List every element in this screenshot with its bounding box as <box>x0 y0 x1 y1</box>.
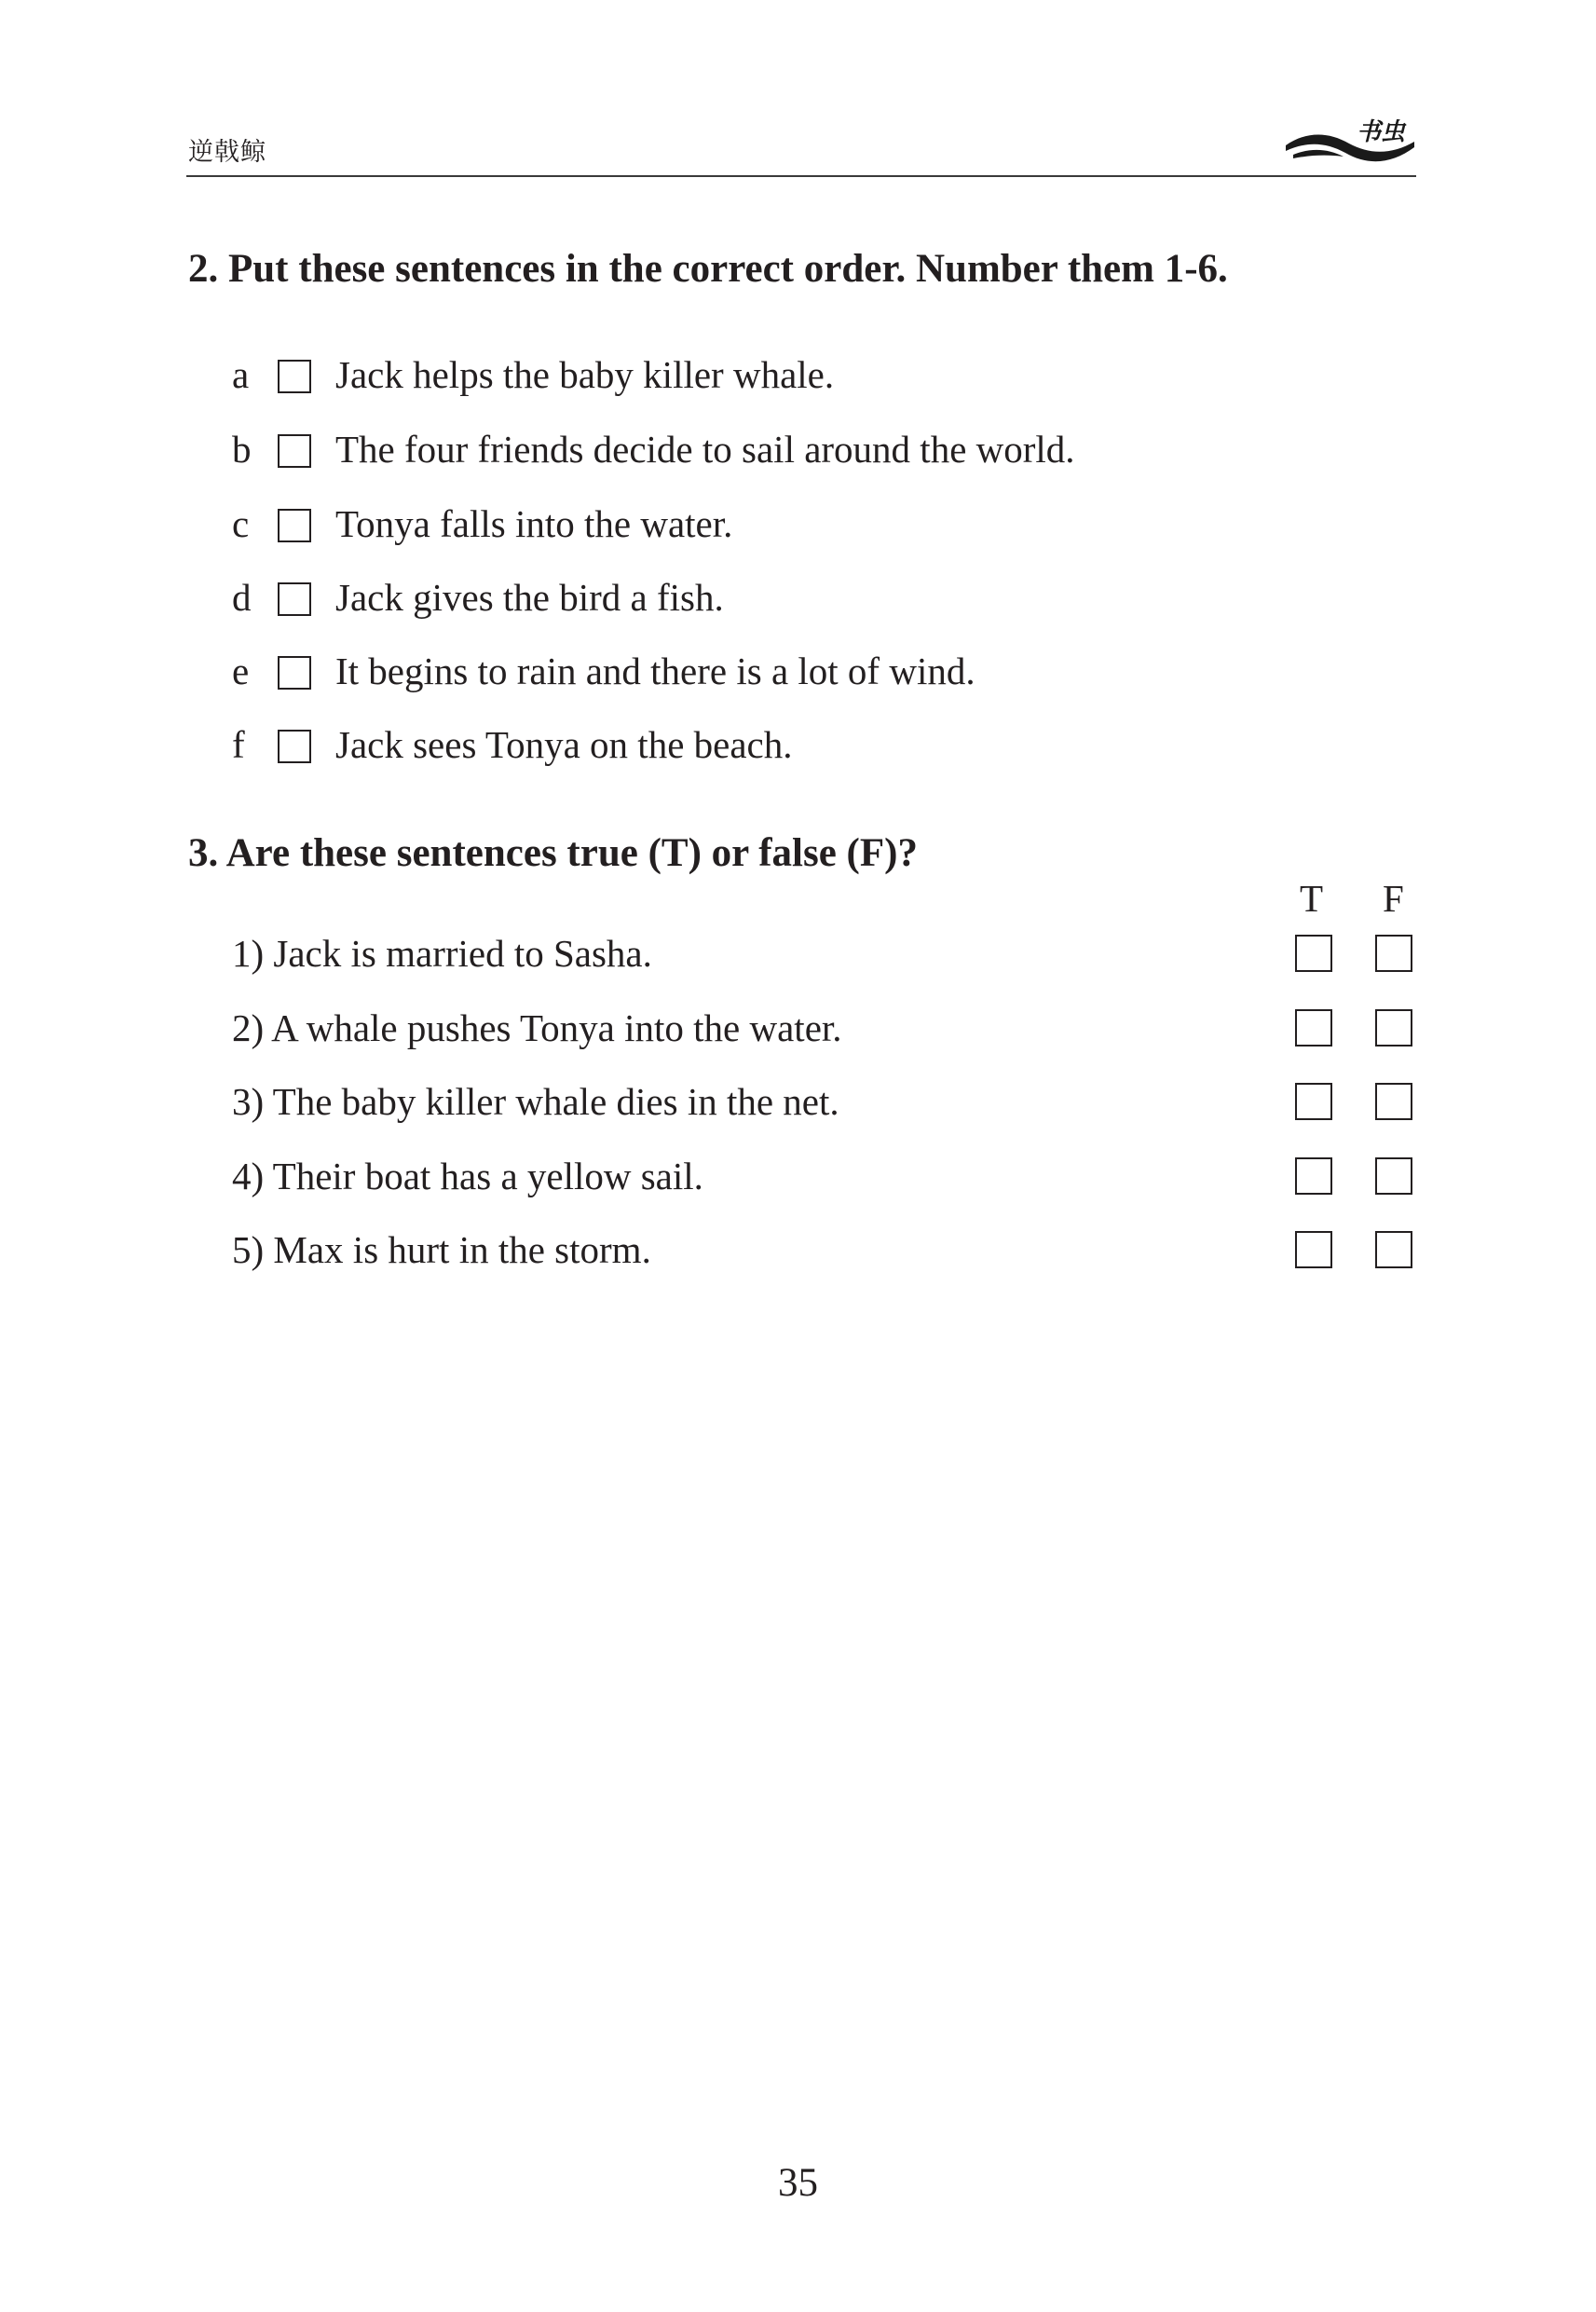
order-item <box>0 498 1596 554</box>
item-sentence: Jack gives the bird a fish. <box>335 576 724 619</box>
header-divider <box>186 175 1416 177</box>
item-sentence: It begins to rain and there is a lot of wind. <box>335 650 975 692</box>
item-sentence: The four friends decide to sail around the world. <box>335 428 1075 471</box>
book-title: 逆戟鲸 <box>188 138 266 167</box>
true-false-item <box>0 927 1596 983</box>
question-2-heading: 2. Put these sentences in the correct order. Number them 1-6. <box>188 247 1228 291</box>
false-checkbox[interactable] <box>1375 1157 1412 1195</box>
item-letter: c <box>232 502 250 545</box>
order-number-box[interactable] <box>278 434 311 468</box>
true-column-label: T <box>1300 877 1324 920</box>
true-false-item <box>0 1002 1596 1058</box>
order-item <box>0 349 1596 404</box>
false-checkbox[interactable] <box>1375 935 1412 972</box>
item-statement: 5) Max is hurt in the storm. <box>232 1228 651 1271</box>
item-sentence: Tonya falls into the water. <box>335 502 733 545</box>
order-item <box>0 645 1596 701</box>
true-false-item <box>0 1150 1596 1206</box>
item-statement: 3) The baby killer whale dies in the net. <box>232 1080 839 1123</box>
question-3-heading: 3. Are these sentences true (T) or false (F)? <box>188 831 918 875</box>
order-number-box[interactable] <box>278 509 311 542</box>
order-item <box>0 718 1596 774</box>
false-checkbox[interactable] <box>1375 1009 1412 1047</box>
true-false-item <box>0 1224 1596 1279</box>
item-letter: a <box>232 353 250 396</box>
item-letter: d <box>232 576 252 619</box>
bookworm-logo <box>1284 114 1416 171</box>
item-sentence: Jack sees Tonya on the beach. <box>335 723 793 766</box>
true-checkbox[interactable] <box>1295 1083 1332 1120</box>
false-checkbox[interactable] <box>1375 1231 1412 1268</box>
order-item <box>0 571 1596 627</box>
true-checkbox[interactable] <box>1295 935 1332 972</box>
item-statement: 2) A whale pushes Tonya into the water. <box>232 1006 842 1049</box>
true-false-item <box>0 1075 1596 1131</box>
order-number-box[interactable] <box>278 360 311 393</box>
order-number-box[interactable] <box>278 582 311 616</box>
order-number-box[interactable] <box>278 656 311 690</box>
false-checkbox[interactable] <box>1375 1083 1412 1120</box>
true-checkbox[interactable] <box>1295 1157 1332 1195</box>
item-letter: b <box>232 428 252 471</box>
true-checkbox[interactable] <box>1295 1231 1332 1268</box>
item-letter: e <box>232 650 250 692</box>
item-sentence: Jack helps the baby killer whale. <box>335 353 835 396</box>
item-statement: 1) Jack is married to Sasha. <box>232 932 652 975</box>
item-letter: f <box>232 723 245 766</box>
false-column-label: F <box>1383 877 1404 920</box>
page-number: 35 <box>778 2161 818 2205</box>
item-statement: 4) Their boat has a yellow sail. <box>232 1155 703 1197</box>
order-number-box[interactable] <box>278 730 311 763</box>
true-checkbox[interactable] <box>1295 1009 1332 1047</box>
order-item <box>0 423 1596 479</box>
logo-text: 书虫 <box>1357 118 1406 146</box>
